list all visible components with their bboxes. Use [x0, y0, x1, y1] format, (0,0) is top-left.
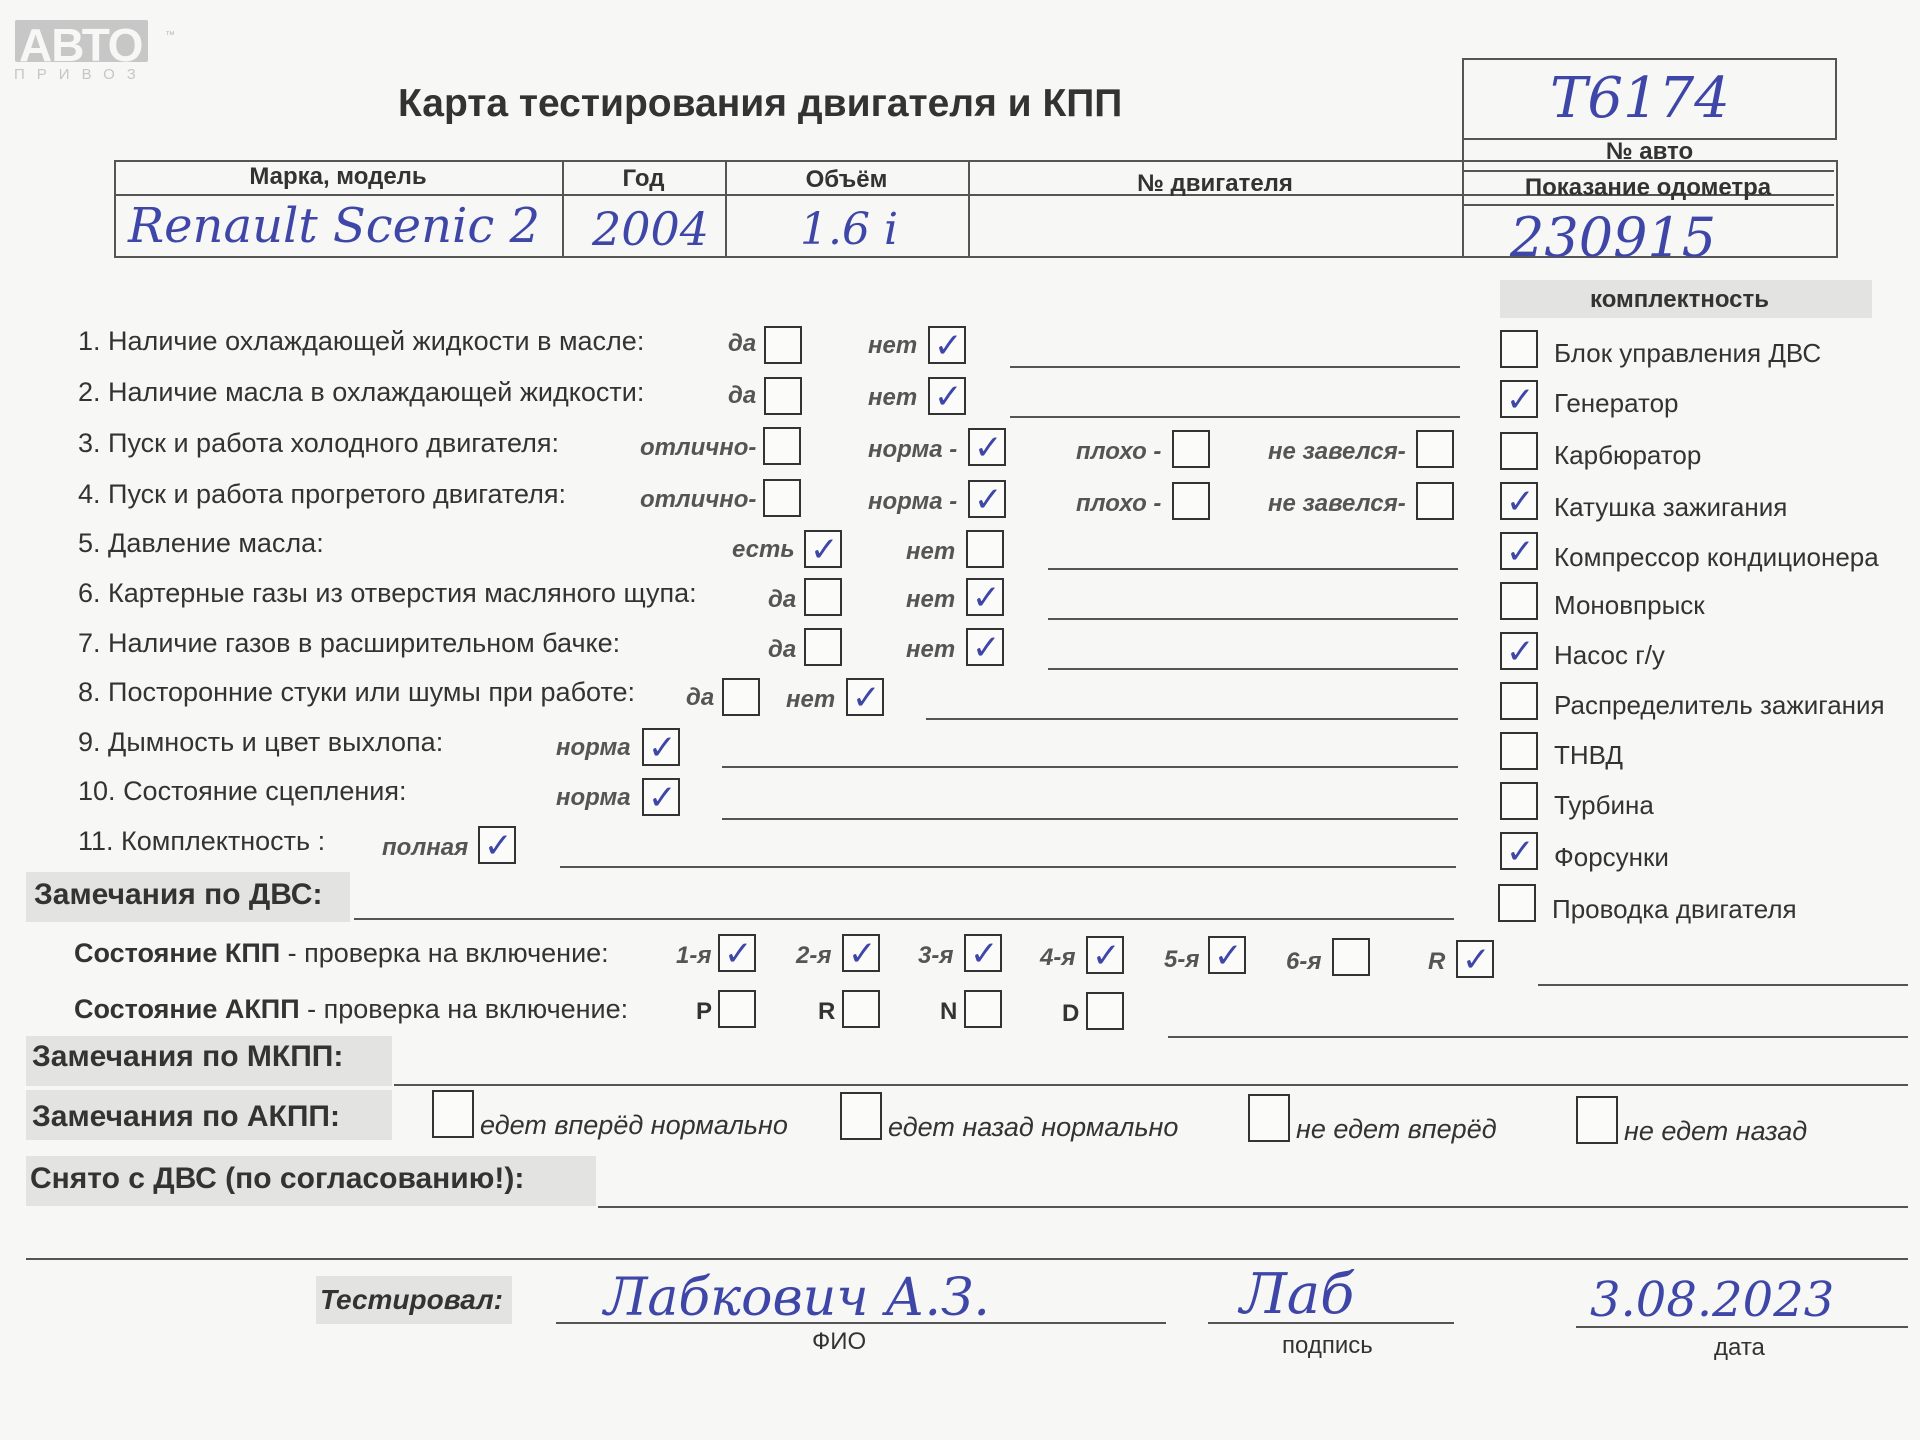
make-model-label: Марка, модель: [249, 163, 427, 190]
signature-label: подпись: [1282, 1332, 1373, 1359]
q4-bad-checkbox[interactable]: [1172, 482, 1210, 520]
q7-yes-checkbox[interactable]: [804, 628, 842, 666]
kit-ignition-coil-label: Катушка зажигания: [1554, 492, 1788, 522]
q3-normal-checkbox[interactable]: [968, 428, 1006, 466]
odometer-value: 230915: [1510, 206, 1717, 269]
kit-wiring-checkbox[interactable]: [1498, 884, 1536, 922]
akpp-r-checkbox[interactable]: [842, 990, 880, 1028]
akpp-forward-ok-checkbox[interactable]: [432, 1090, 474, 1138]
page-title: Карта тестирования двигателя и КПП: [398, 82, 1123, 125]
logo-text: АВТО: [19, 19, 143, 71]
kit-ac-compressor-label: Компрессор кондиционера: [1554, 542, 1879, 572]
question-3: 3. Пуск и работа холодного двигателя:: [78, 428, 560, 458]
kit-ecu-checkbox[interactable]: [1500, 330, 1538, 368]
kit-wiring-label: Проводка двигателя: [1552, 894, 1797, 924]
date-label: дата: [1714, 1334, 1765, 1361]
akpp-check-label: Состояние АКПП - проверка на включение:: [74, 994, 629, 1024]
kit-generator-checkbox[interactable]: [1500, 380, 1538, 418]
akpp-reverse-ok-label: едет назад нормально: [888, 1112, 1179, 1142]
question-2: 2. Наличие масла в охлаждающей жидкости:: [78, 377, 645, 407]
kit-carburetor-label: Карбюратор: [1554, 440, 1702, 470]
akpp-no-reverse-checkbox[interactable]: [1576, 1096, 1618, 1144]
question-6: 6. Картерные газы из отверстия масляного щупа:: [78, 578, 697, 608]
date-value: 3.08.2023: [1590, 1272, 1835, 1328]
kit-injectors-checkbox[interactable]: [1500, 832, 1538, 870]
q3-bad-checkbox[interactable]: [1172, 430, 1210, 468]
question-4: 4. Пуск и работа прогретого двигателя:: [78, 479, 566, 509]
gear-5-checkbox[interactable]: [1208, 936, 1246, 974]
akpp-no-forward-checkbox[interactable]: [1248, 1094, 1290, 1142]
kit-power-steering-pump-checkbox[interactable]: [1500, 632, 1538, 670]
kit-turbine-label: Турбина: [1554, 790, 1654, 820]
kit-distributor-label: Распределитель зажигания: [1554, 690, 1885, 720]
q6-no-checkbox[interactable]: [966, 578, 1004, 616]
question-11: 11. Комплектность :: [78, 826, 326, 856]
kit-injection-pump-label: ТНВД: [1554, 740, 1624, 770]
q8-yes-checkbox[interactable]: [722, 678, 760, 716]
kit-turbine-checkbox[interactable]: [1500, 782, 1538, 820]
q8-no-checkbox[interactable]: [846, 678, 884, 716]
kit-power-steering-pump-label: Насос г/у: [1554, 640, 1665, 670]
q1-yes-checkbox[interactable]: [764, 326, 802, 364]
kit-generator-label: Генератор: [1554, 388, 1679, 418]
kit-title: комплектность: [1590, 286, 1770, 313]
removed-label: Снято с ДВС (по согласованию!):: [30, 1162, 525, 1195]
fio-label: ФИО: [812, 1328, 867, 1355]
logo-subtitle: ПРИВОЗ: [14, 66, 148, 83]
question-7: 7. Наличие газов в расширительном бачке:: [78, 628, 621, 658]
question-1: 1. Наличие охлаждающей жидкости в масле:: [78, 326, 645, 356]
kit-ac-compressor-checkbox[interactable]: [1500, 532, 1538, 570]
q2-no-checkbox[interactable]: [928, 377, 966, 415]
fio-value: Лабкович А.З.: [604, 1268, 990, 1328]
question-10: 10. Состояние сцепления:: [78, 776, 407, 806]
akpp-n-checkbox[interactable]: [964, 990, 1002, 1028]
q3-no-start-checkbox[interactable]: [1416, 430, 1454, 468]
question-8: 8. Посторонние стуки или шумы при работе:: [78, 677, 636, 707]
q3-excellent-checkbox[interactable]: [763, 427, 801, 465]
test-card-page: АВТО ™ ПРИВОЗ Карта тестирования двигателя и КПП Т6174 № авто Марка, модель Год Объём № двигателя Показание одометра Renault Scenic 2 2004 1.6 i 230915 комплектность 1. Наличие охлаждающей жидкости в масле: 2. Наличие масла в охлаждающей жидкости: 3. Пуск и работа холодного двигателя: 4. Пуск и работа прогретого двигателя: 5. Давление масла: 6. Картерные газы из отверстия масляного щупа: 7. Наличие газов в расширительном бачке: 8. Посторонние стуки или шумы при работе: 9. Дымность и цвет выхлопа: 10. Состояние сцепления: 11. Комплектность : да нет ✓ да нет ✓ отлично- норма - ✓ плохо - не завелся- отлично- норма - ✓ плохо - не завелся- есть ✓ нет да нет ✓ да нет ✓ да нет ✓ норма ✓ норма ✓ полная ✓ Блок управления ДВС ✓ Генератор Карбюратор ✓ Катушка зажигания ✓ Компрессор кондиционера Моновпрыск ✓ Насос г/у Распределитель зажигания ТНВД Турбина ✓ Форсунки Проводка двигателя Замечания по ДВС: Состояние КПП - проверка на включение: 1-я ✓ 2-я ✓ 3-я ✓ 4-я ✓ 5-я ✓ 6-я R ✓ Состояние АКПП - проверка на включение: P R N D Замечания по МКПП: Замечания по АКПП: едет вперёд нормально едет назад нормально не едет вперёд не едет назад Снято с ДВС (по согласованию!): Тестировал: Лабкович А.З. ФИО Лаб подпись 3.08.2023 дата: [0, 0, 1920, 1440]
q1-no-checkbox[interactable]: [928, 326, 966, 364]
gear-3-checkbox[interactable]: [964, 934, 1002, 972]
akpp-forward-ok-label: едет вперёд нормально: [480, 1110, 788, 1140]
engine-number-label: № двигателя: [1137, 170, 1293, 197]
akpp-no-forward-label: не едет вперёд: [1296, 1114, 1497, 1144]
signature-value: Лаб: [1240, 1262, 1355, 1327]
q5-no-checkbox[interactable]: [966, 530, 1004, 568]
q2-yes-checkbox[interactable]: [764, 377, 802, 415]
auto-number-label: № авто: [1605, 138, 1694, 165]
akpp-p-checkbox[interactable]: [718, 990, 756, 1028]
akpp-reverse-ok-checkbox[interactable]: [840, 1092, 882, 1140]
question-5: 5. Давление масла:: [78, 528, 324, 558]
q9-normal-checkbox[interactable]: [642, 728, 680, 766]
q4-normal-checkbox[interactable]: [968, 480, 1006, 518]
tested-by-label: Тестировал:: [320, 1284, 503, 1315]
gear-2-checkbox[interactable]: [842, 934, 880, 972]
mkpp-remarks-label: Замечания по МКПП:: [32, 1040, 344, 1073]
year-value: 2004: [592, 202, 710, 256]
q4-excellent-checkbox[interactable]: [763, 479, 801, 517]
akpp-no-reverse-label: не едет назад: [1624, 1116, 1808, 1146]
akpp-remarks-label: Замечания по АКПП:: [32, 1100, 340, 1133]
kit-injectors-label: Форсунки: [1554, 842, 1669, 872]
kit-injection-pump-checkbox[interactable]: [1500, 732, 1538, 770]
q4-no-start-checkbox[interactable]: [1416, 482, 1454, 520]
volume-label: Объём: [805, 166, 888, 193]
dvs-remarks-label: Замечания по ДВС:: [34, 878, 323, 911]
logo: АВТО ™: [15, 14, 147, 64]
make-model-value: Renault Scenic 2: [128, 198, 541, 254]
akpp-d-checkbox[interactable]: [1086, 992, 1124, 1030]
q7-no-checkbox[interactable]: [966, 628, 1004, 666]
q6-yes-checkbox[interactable]: [804, 578, 842, 616]
gear-6-checkbox[interactable]: [1332, 938, 1370, 976]
kit-mono-injection-label: Моновпрыск: [1554, 590, 1705, 620]
kit-carburetor-checkbox[interactable]: [1500, 432, 1538, 470]
kpp-check-label: Состояние КПП - проверка на включение:: [74, 938, 609, 968]
q5-yes-checkbox[interactable]: [804, 530, 842, 568]
odometer-label: Показание одометра: [1524, 174, 1772, 201]
question-9: 9. Дымность и цвет выхлопа:: [78, 727, 444, 757]
kit-distributor-checkbox[interactable]: [1500, 682, 1538, 720]
kit-ecu-label: Блок управления ДВС: [1554, 338, 1822, 368]
volume-value: 1.6 i: [800, 204, 899, 255]
auto-number-value: Т6174: [1550, 66, 1730, 131]
q10-normal-checkbox[interactable]: [642, 778, 680, 816]
year-label: Год: [622, 165, 665, 192]
kit-mono-injection-checkbox[interactable]: [1500, 582, 1538, 620]
q11-full-checkbox[interactable]: [478, 826, 516, 864]
kit-ignition-coil-checkbox[interactable]: [1500, 482, 1538, 520]
gear-1-checkbox[interactable]: [718, 934, 756, 972]
gear-4-checkbox[interactable]: [1086, 936, 1124, 974]
gear-r-checkbox[interactable]: [1456, 940, 1494, 978]
